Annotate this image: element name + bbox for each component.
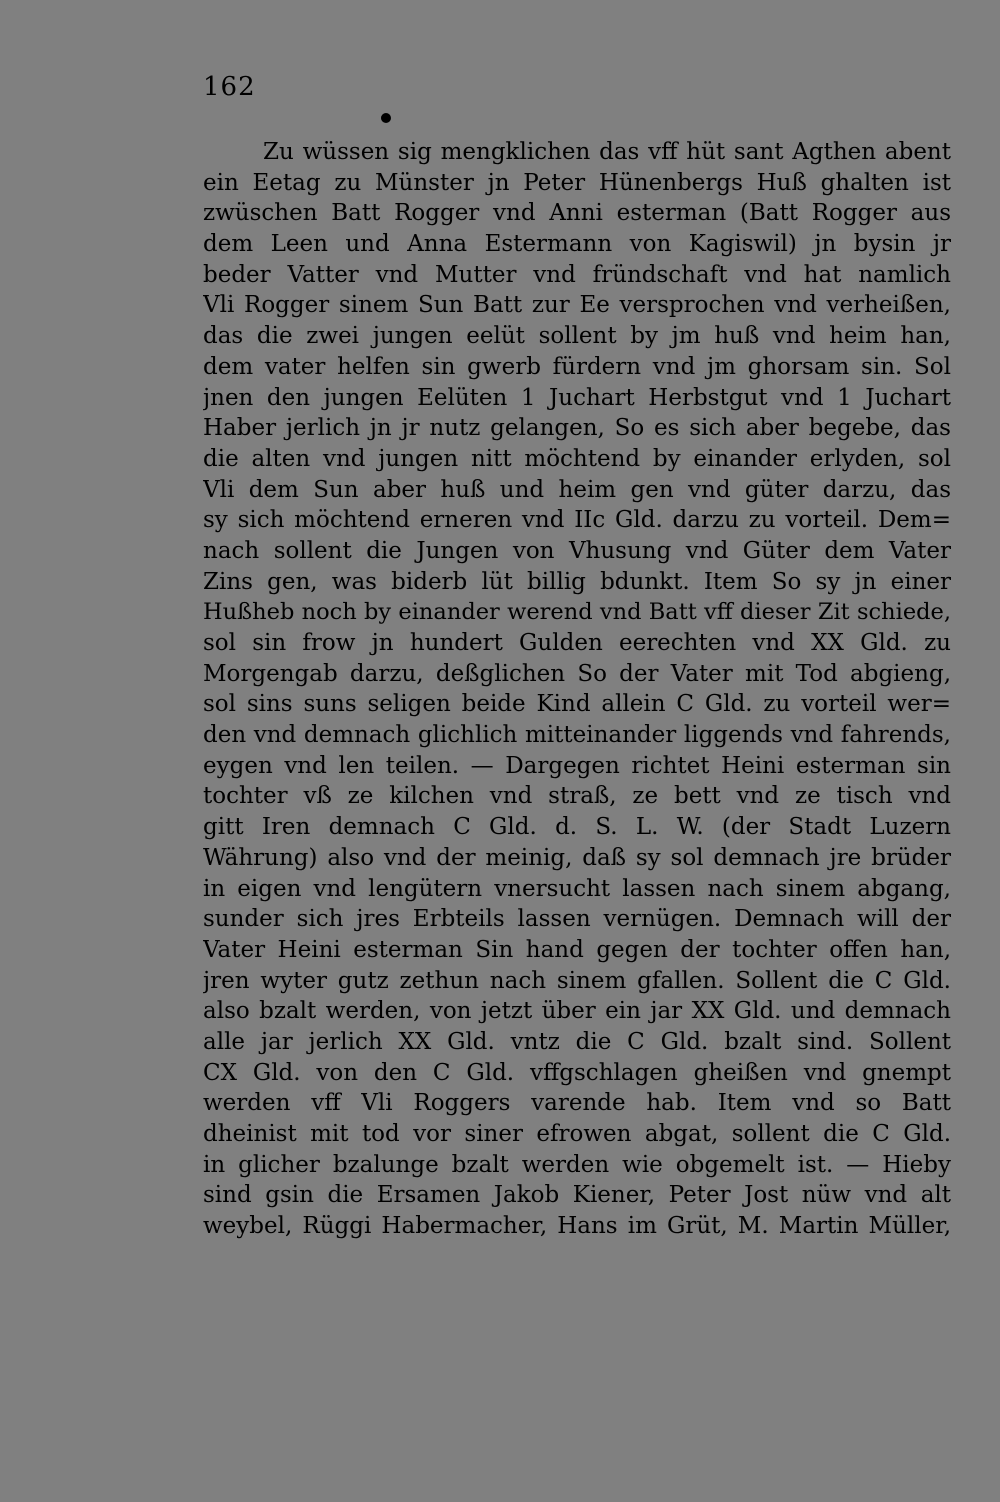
text-line: also bzalt werden, von jetzt über ein jar XX Gld. und demnach [203, 998, 951, 1025]
text-line: dem Leen und Anna Estermann von Kagiswil) jn bysin jr [203, 231, 951, 258]
text-line: Zu wüssen sig mengklichen das vff hüt sant Agthen abent [263, 139, 951, 165]
text-line: dheinist mit tod vor siner efrowen abgat, sollent die C Gld. [203, 1121, 951, 1147]
text-line: jren wyter gutz zethun nach sinem gfallen. Sollent die C Gld. [203, 967, 951, 994]
text-line: beder Vatter vnd Mutter vnd fründschaft vnd hat namlich [203, 261, 951, 288]
text-line: eygen vnd len teilen. — Dargegen richtet Heini esterman sin [203, 752, 951, 779]
text-line: sind gsin die Ersamen Jakob Kiener, Peter Jost nüw vnd alt [203, 1182, 951, 1209]
ornament-mark [381, 113, 391, 123]
text-line: sy sich möchtend erneren vnd IIc Gld. darzu zu vorteil. Dem= [203, 507, 951, 534]
text-line: Vli Rogger sinem Sun Batt zur Ee versprochen vnd verheißen, [203, 292, 951, 319]
text-line: dem vater helfen sin gwerb fürdern vnd jm ghorsam sin. Sol [203, 353, 951, 380]
text-line: Zins gen, was biderb lüt billig bdunkt. Item So sy jn einer [203, 568, 951, 595]
text-line: Morgengab darzu, deßglichen So der Vater mit Tod abgieng, [203, 660, 951, 687]
text-line: in eigen vnd lengütern vnersucht lassen nach sinem abgang, [203, 875, 951, 902]
text-line: weybel, Rüggi Habermacher, Hans im Grüt, M. Martin Müller, [203, 1213, 951, 1240]
text-line: jnen den jungen Eelüten 1 Juchart Herbstgut vnd 1 Juchart [203, 384, 951, 411]
text-line: werden vff Vli Roggers varende hab. Item vnd so Batt [203, 1090, 951, 1117]
text-line: sol sin frow jn hundert Gulden eerechten vnd XX Gld. zu [203, 630, 951, 656]
text-line: den vnd demnach glichlich mitteinander liggends vnd fahrends, [203, 722, 951, 749]
page-number: 162 [203, 72, 256, 102]
text-line: Haber jerlich jn jr nutz gelangen, So es sich aber begebe, das [203, 415, 951, 442]
text-line: ein Eetag zu Münster jn Peter Hünenbergs Huß ghalten ist [203, 169, 951, 196]
text-line: tochter vß ze kilchen vnd straß, ze bett vnd ze tisch vnd [203, 783, 951, 810]
text-line: CX Gld. von den C Gld. vffgschlagen gheißen vnd gnempt [203, 1059, 951, 1086]
text-line: Vater Heini esterman Sin hand gegen der tochter offen han, [203, 936, 951, 963]
text-line: sunder sich jres Erbteils lassen vernügen. Demnach will der [203, 906, 951, 933]
text-line: Währung) also vnd der meinig, daß sy sol demnach jre brüder [203, 844, 951, 871]
text-line: nach sollent die Jungen von Vhusung vnd Güter dem Vater [203, 537, 951, 564]
text-line: Vli dem Sun aber huß und heim gen vnd güter darzu, das [203, 476, 951, 503]
text-line: Hußheb noch by einander werend vnd Batt vff dieser Zit schiede, [203, 599, 951, 626]
body-paragraph [203, 137, 951, 1242]
text-line: das die zwei jungen eelüt sollent by jm huß vnd heim han, [203, 323, 951, 350]
text-line: alle jar jerlich XX Gld. vntz die C Gld. bzalt sind. Sollent [203, 1028, 951, 1055]
text-line: zwüschen Batt Rogger vnd Anni esterman (Batt Rogger aus [203, 200, 951, 227]
text-line: gitt Iren demnach C Gld. d. S. L. W. (der Stadt Luzern [203, 814, 951, 841]
text-line: sol sins suns seligen beide Kind allein C Gld. zu vorteil wer= [203, 691, 951, 718]
text-line: die alten vnd jungen nitt möchtend by einander erlyden, sol [203, 445, 951, 472]
text-line: in glicher bzalunge bzalt werden wie obgemelt ist. — Hieby [203, 1151, 951, 1178]
